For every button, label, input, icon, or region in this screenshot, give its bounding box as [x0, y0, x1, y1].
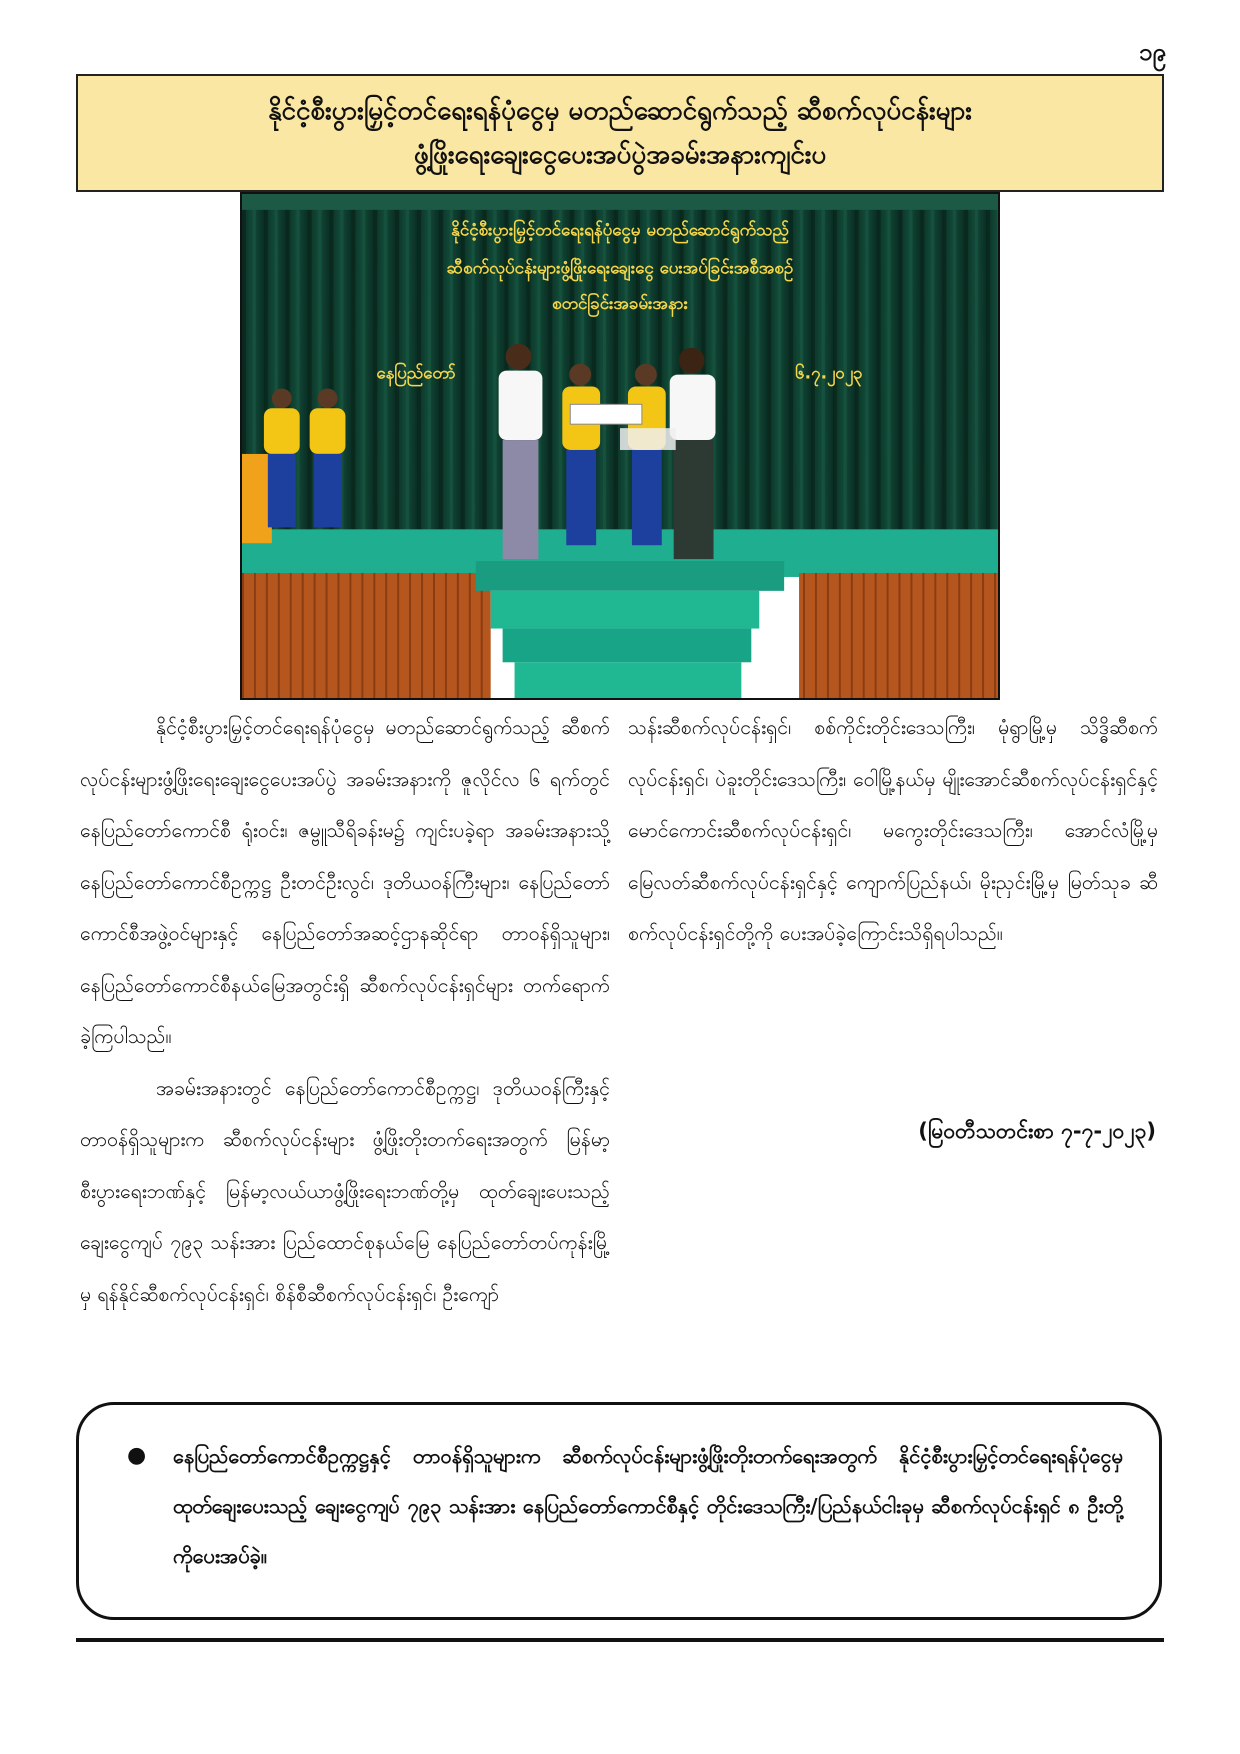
news-source: (မြဝတီသတင်းစာ ၇-၇-၂၀၂၃)	[918, 1119, 1156, 1143]
curtain-backdrop	[242, 194, 998, 551]
attendant-3	[562, 364, 600, 546]
official-presenting	[499, 344, 543, 559]
footer-divider	[76, 1638, 1164, 1642]
attendant-1	[264, 388, 300, 527]
ceremony-photo-illustration	[242, 194, 998, 698]
headline-line-2: ဖွံ့ဖြိုးရေးချေးငွေပေးအပ်ပွဲအခမ်းအနားကျင်းပ	[413, 140, 827, 170]
banner-line-3: စတင်ခြင်းအခမ်းအနား	[552, 293, 688, 314]
summary-text: နေပြည်တော်ကောင်စီဥက္ကဋ္ဌနှင့် တာဝန်ရှိသူများက ဆီစက်လုပ်ငန်းများဖွံ့ဖြိုးတိုးတက်ရေးအတွက် နိုင်ငံ့စီးပွားမြှင့်တင်ရေးရန်ပုံငွေမှ ထုတ်ချေးပေးသည့် ချေးငွေကျပ် ၇၉၃ သန်းအား နေပြည်တော်ကောင်စီနှင့် တိုင်းဒေသကြီး/ပြည်နယ်ငါးခုမှ ဆီစက်လုပ်ငန်းရှင် ၈ ဦးတို့ကိုပေးအပ်ခဲ့။	[173, 1444, 1123, 1568]
page-number: ၁၉	[1139, 38, 1166, 66]
summary-item	[127, 1431, 1123, 1581]
banner-location: နေပြည်တော်	[376, 362, 456, 383]
headline-line-1: နိုင်ငံ့စီးပွားမြှင့်တင်ရေးရန်ပုံငွေမှ မတည်ဆောင်ရွက်သည့် ဆီစက်လုပ်ငန်းများ	[268, 96, 972, 126]
bullet-icon: ●	[127, 1443, 147, 1468]
attendant-4	[628, 364, 666, 546]
attendant-2	[310, 388, 346, 527]
banner-line-1: နိုင်ငံ့စီးပွားမြှင့်တင်ရေးရန်ပုံငွေမှ မတည်ဆောင်ရွက်သည့်	[451, 219, 789, 240]
article-column-right	[628, 702, 1158, 960]
stage-steps	[515, 662, 742, 698]
certificate	[570, 404, 642, 424]
article-paragraph-2: အခမ်းအနားတွင် နေပြည်တော်ကောင်စီဥက္ကဋ္ဌ၊ ဒုတိယဝန်ကြီးနှင့် တာဝန်ရှိသူများက ဆီစက်လုပ်ငန်းများ ဖွံ့ဖြိုးတိုးတက်ရေးအတွက် မြန်မာ့စီးပွားရေးဘဏ်နှင့် မြန်မာ့လယ်ယာဖွံ့ဖြိုးရေးဘဏ်တို့မှ ထုတ်ချေးပေးသည့် ချေးငွေကျပ် ၇၉၃ သန်းအား ပြည်ထောင်စုနယ်မြေ နေပြည်တော်တပ်ကုန်းမြို့မှ ရန်နိုင်ဆီစက်လုပ်ငန်းရှင်၊ စိန်စီဆီစက်လုပ်ငန်းရှင်၊ ဦးကျော်	[80, 1076, 610, 1306]
recipient	[670, 348, 716, 559]
podium-left	[242, 573, 491, 698]
ceremony-photo	[240, 192, 1000, 700]
headline-box	[76, 74, 1164, 192]
podium-right	[799, 573, 998, 698]
article-paragraph-3: သန်းဆီစက်လုပ်ငန်းရှင်၊ စစ်ကိုင်းတိုင်းဒေသကြီး၊ မုံရွာမြို့မှ သိဒ္ဓိဆီစက်လုပ်ငန်းရှင်၊ ပဲခူးတိုင်းဒေသကြီး၊ ဝေါမြို့နယ်မှ မျိုးအောင်ဆီစက်လုပ်ငန်းရှင်နှင့် မောင်ကောင်းဆီစက်လုပ်ငန်းရှင်၊ မကွေးတိုင်းဒေသကြီး၊ အောင်လံမြို့မှ မြေလတ်ဆီစက်လုပ်ငန်းရှင်နှင့် ကျောက်ပြည်နယ်၊ မိုးညှင်းမြို့မှ မြတ်သုခ ဆီစက်လုပ်ငန်းရှင်တို့ကို ပေးအပ်ခဲ့ကြောင်းသိရှိရပါသည်။	[628, 716, 1158, 945]
article-column-left	[80, 702, 610, 1320]
banner-line-2: ဆီစက်လုပ်ငန်းများဖွံ့ဖြိုးရေးချေးငွေ ပေးအပ်ခြင်းအစီအစဉ်	[446, 257, 794, 278]
banner-date: ၆.၇.၂၀၂၃	[795, 362, 863, 383]
article-paragraph-1: နိုင်ငံ့စီးပွားမြှင့်တင်ရေးရန်ပုံငွေမှ မတည်ဆောင်ရွက်သည့် ဆီစက်လုပ်ငန်းများဖွံ့ဖြိုးရေးချေးငွေပေးအပ်ပွဲ အခမ်းအနားကို ဇူလိုင်လ ၆ ရက်တွင် နေပြည်တော်ကောင်စီ ရုံးဝင်း၊ ဇမ္ဗူသီရိခန်းမ၌ ကျင်းပခဲ့ရာ အခမ်းအနားသို့ နေပြည်တော်ကောင်စီဥက္ကဋ္ဌ ဦးတင်ဦးလွင်၊ ဒုတိယဝန်ကြီးများ၊ နေပြည်တော်ကောင်စီအဖွဲ့ဝင်များနှင့် နေပြည်တော်အဆင့်ဌာနဆိုင်ရာ တာဝန်ရှိသူများ၊ နေပြည်တော်ကောင်စီနယ်မြေအတွင်းရှိ ဆီစက်လုပ်ငန်းရှင်များ တက်ရောက်ခဲ့ကြပါသည်။	[80, 716, 610, 1048]
summary-box	[76, 1402, 1162, 1620]
